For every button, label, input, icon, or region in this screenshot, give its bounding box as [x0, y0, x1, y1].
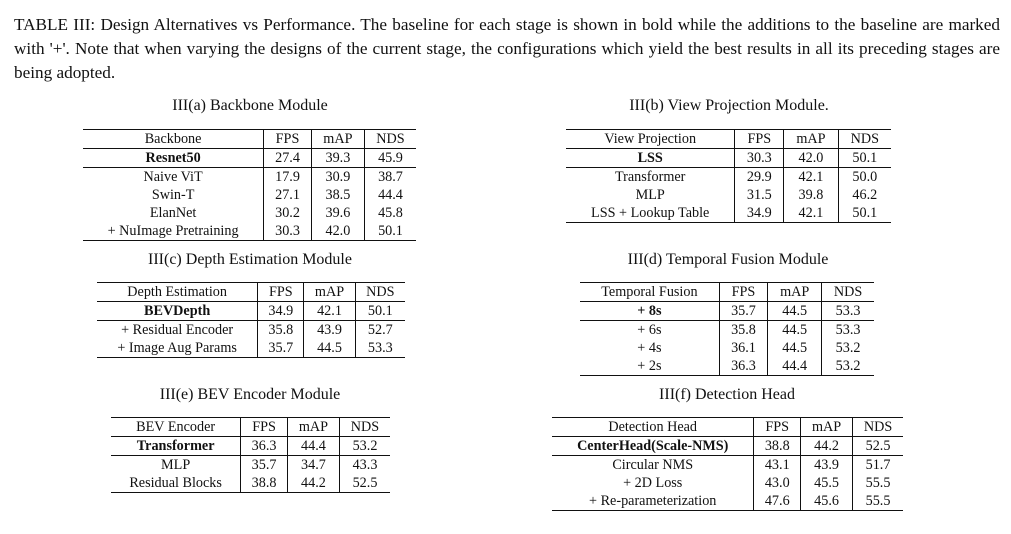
nds-cell: 45.8: [364, 204, 416, 222]
map-cell: 39.3: [311, 149, 364, 168]
nds-cell: 38.7: [364, 168, 416, 187]
subtable-title-temporal-fusion: III(d) Temporal Fusion Module: [627, 251, 829, 268]
fps-cell: 29.9: [735, 168, 784, 187]
subtable-title-view-projection: III(b) View Projection Module.: [629, 97, 829, 114]
map-cell: 45.6: [801, 492, 853, 511]
table-row: [580, 339, 874, 357]
table-header-row: [83, 130, 416, 149]
nds-cell: 51.7: [853, 456, 903, 475]
table-row: [552, 456, 903, 475]
fps-cell: 35.8: [719, 321, 767, 340]
fps-cell: 43.0: [754, 474, 801, 492]
fps-cell: 34.9: [258, 302, 304, 321]
subtable-bev-encoder: [111, 417, 390, 493]
nds-cell: 50.1: [838, 204, 891, 223]
nds-cell: 50.1: [838, 149, 891, 168]
header-cell: FPS: [754, 418, 801, 437]
header-cell: Temporal Fusion: [580, 283, 719, 302]
map-cell: 42.1: [784, 168, 838, 187]
table-row: [566, 186, 891, 204]
fps-cell: 35.7: [258, 339, 304, 358]
table-row: [97, 321, 405, 340]
header-cell: mAP: [784, 130, 838, 149]
header-cell: BEV Encoder: [111, 418, 241, 437]
header-cell: mAP: [311, 130, 364, 149]
header-cell: FPS: [241, 418, 288, 437]
nds-cell: 44.4: [364, 186, 416, 204]
fps-cell: 43.1: [754, 456, 801, 475]
header-cell: FPS: [735, 130, 784, 149]
map-cell: 44.4: [768, 357, 822, 376]
row-label: ElanNet: [149, 204, 197, 221]
row-label: MLP: [635, 186, 665, 203]
subtable-detection-head: [552, 417, 903, 511]
header-cell: mAP: [287, 418, 339, 437]
header-cell: NDS: [355, 283, 405, 302]
map-cell: 45.5: [801, 474, 853, 492]
table-row-baseline: [580, 302, 874, 321]
nds-cell: 52.7: [355, 321, 405, 340]
row-label: + 6s: [637, 321, 662, 338]
fps-cell: 31.5: [735, 186, 784, 204]
header-cell: mAP: [768, 283, 822, 302]
nds-cell: 45.9: [364, 149, 416, 168]
fps-cell: 36.1: [719, 339, 767, 357]
map-cell: 42.0: [784, 149, 838, 168]
nds-cell: 53.2: [339, 437, 390, 456]
nds-cell: 46.2: [838, 186, 891, 204]
table-row: [97, 339, 405, 358]
nds-cell: 55.5: [853, 474, 903, 492]
subtable-title-detection-head: III(f) Detection Head: [659, 386, 795, 403]
header-cell: NDS: [838, 130, 891, 149]
nds-cell: 53.2: [822, 357, 874, 376]
fps-cell: 38.8: [241, 474, 288, 493]
table-row: [111, 474, 390, 493]
subtable-temporal-fusion: [580, 282, 874, 376]
row-label: Transformer: [614, 168, 686, 185]
row-label: + Residual Encoder: [121, 321, 234, 338]
map-cell: 42.1: [304, 302, 355, 321]
table-row: [580, 321, 874, 340]
table-row-baseline: [97, 302, 405, 321]
map-cell: 44.2: [801, 437, 853, 456]
table-row: [580, 357, 874, 376]
fps-cell: 47.6: [754, 492, 801, 511]
header-cell: Backbone: [83, 130, 264, 149]
row-label: Resnet50: [83, 149, 264, 168]
fps-cell: 27.1: [264, 186, 312, 204]
header-cell: FPS: [258, 283, 304, 302]
header-cell: Depth Estimation: [97, 283, 258, 302]
nds-cell: 43.3: [339, 456, 390, 475]
row-label: + 2s: [580, 357, 719, 376]
header-cell: mAP: [801, 418, 853, 437]
fps-cell: 36.3: [241, 437, 288, 456]
nds-cell: 50.0: [838, 168, 891, 187]
fps-cell: 38.8: [754, 437, 801, 456]
row-label: LSS: [566, 149, 735, 168]
header-cell: Detection Head: [552, 418, 754, 437]
table-row-baseline: [552, 437, 903, 456]
row-label: + 8s: [580, 302, 719, 321]
fps-cell: 30.3: [735, 149, 784, 168]
map-cell: 43.9: [801, 456, 853, 475]
map-cell: 43.9: [304, 321, 355, 340]
subtable-title-bev-encoder: III(e) BEV Encoder Module: [159, 386, 341, 403]
map-cell: 34.7: [287, 456, 339, 475]
map-cell: 42.1: [784, 204, 838, 223]
fps-cell: 27.4: [264, 149, 312, 168]
row-label: + Image Aug Params: [97, 339, 258, 358]
nds-cell: 52.5: [339, 474, 390, 493]
map-cell: 44.2: [287, 474, 339, 493]
map-cell: 39.6: [311, 204, 364, 222]
fps-cell: 35.8: [258, 321, 304, 340]
table-header-row: [97, 283, 405, 302]
subtable-backbone: [83, 129, 416, 241]
map-cell: 44.5: [768, 339, 822, 357]
map-cell: 42.0: [311, 222, 364, 241]
table-row: [566, 204, 891, 223]
table-row: [111, 456, 390, 475]
nds-cell: 50.1: [364, 222, 416, 241]
header-cell: mAP: [304, 283, 355, 302]
nds-cell: 53.3: [355, 339, 405, 358]
row-label: + 2D Loss: [623, 474, 683, 491]
map-cell: 30.9: [311, 168, 364, 187]
row-label: Residual Blocks: [111, 474, 241, 493]
header-cell: NDS: [339, 418, 390, 437]
table-row-baseline: [83, 149, 416, 168]
row-label: + NuImage Pretraining: [83, 222, 264, 241]
row-label: Swin-T: [151, 186, 195, 203]
header-cell: NDS: [364, 130, 416, 149]
row-label: Naive ViT: [143, 168, 203, 185]
subtable-title-backbone: III(a) Backbone Module: [172, 97, 328, 114]
subtable-depth-estimation: [97, 282, 405, 358]
map-cell: 39.8: [784, 186, 838, 204]
table-row: [83, 186, 416, 204]
nds-cell: 55.5: [853, 492, 903, 511]
nds-cell: 52.5: [853, 437, 903, 456]
fps-cell: 35.7: [719, 302, 767, 321]
table-header-row: [580, 283, 874, 302]
row-label: + 4s: [637, 339, 662, 356]
map-cell: 44.5: [768, 302, 822, 321]
fps-cell: 17.9: [264, 168, 312, 187]
header-cell: NDS: [853, 418, 903, 437]
map-cell: 44.5: [304, 339, 355, 358]
map-cell: 44.5: [768, 321, 822, 340]
row-label: LSS + Lookup Table: [566, 204, 735, 223]
row-label: BEVDepth: [97, 302, 258, 321]
subtable-title-depth-estimation: III(c) Depth Estimation Module: [148, 251, 352, 268]
table-header-row: [566, 130, 891, 149]
table-row: [552, 492, 903, 511]
row-label: + Re-parameterization: [552, 492, 754, 511]
table-row: [83, 222, 416, 241]
nds-cell: 50.1: [355, 302, 405, 321]
row-label: Transformer: [111, 437, 241, 456]
table-row: [83, 204, 416, 222]
map-cell: 44.4: [287, 437, 339, 456]
row-label: CenterHead(Scale-NMS): [552, 437, 754, 456]
table-header-row: [552, 418, 903, 437]
map-cell: 38.5: [311, 186, 364, 204]
subtable-view-projection: [566, 129, 891, 223]
fps-cell: 30.2: [264, 204, 312, 222]
header-cell: NDS: [822, 283, 874, 302]
fps-cell: 36.3: [719, 357, 767, 376]
fps-cell: 34.9: [735, 204, 784, 223]
table-caption: TABLE III: Design Alternatives vs Performance. The baseline for each stage is shown in bold while the additions to the baseline are marked with '+'. Note that when varying the designs of the current stage, the configurations which yield the best results in all its preceding stages are being adopted.: [14, 15, 1000, 82]
table-row: [83, 168, 416, 187]
table-row: [566, 168, 891, 187]
row-label: MLP: [161, 456, 191, 473]
fps-cell: 30.3: [264, 222, 312, 241]
nds-cell: 53.3: [822, 321, 874, 340]
header-cell: View Projection: [566, 130, 735, 149]
table-header-row: [111, 418, 390, 437]
header-cell: FPS: [719, 283, 767, 302]
row-label: Circular NMS: [612, 456, 694, 473]
table-row: [552, 474, 903, 492]
nds-cell: 53.2: [822, 339, 874, 357]
table-row-baseline: [566, 149, 891, 168]
fps-cell: 35.7: [241, 456, 288, 475]
table-row-baseline: [111, 437, 390, 456]
header-cell: FPS: [264, 130, 312, 149]
nds-cell: 53.3: [822, 302, 874, 321]
